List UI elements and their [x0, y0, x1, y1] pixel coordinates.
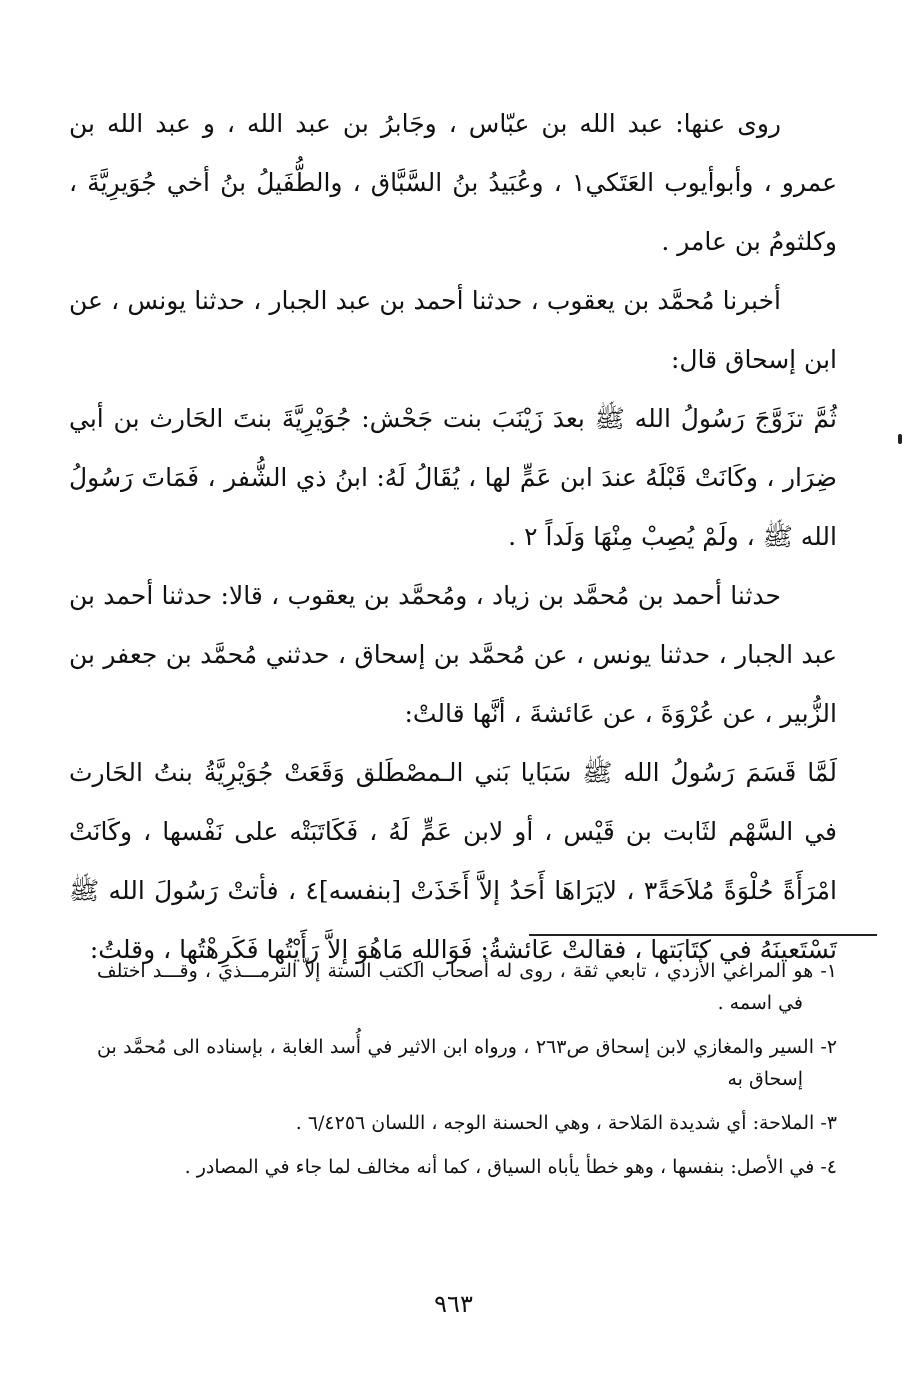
- footnote-4: ٤- في الأصل: بنفسها ، وهو خطأ يأباه السياق ، كما أنه مخالف لما جاء في المصادر .: [184, 1156, 837, 1178]
- page-number: ٩٦٣: [434, 1290, 473, 1318]
- paragraph-marriage-report: ثُمَّ تزَوَّجَ رَسُولُ الله ﷺ بعدَ زَيْنَبَ بنت جَحْش: جُوَيْرِيَّةَ بنتَ الحَارث بن أبي ضِرَار ، وكَانَتْ قَبْلَهُ عندَ ابن عَمٍّ لها ، يُقَالُ لَهُ: ابنُ ذي الشُّفر ، فَمَاتَ رَسُولُ الله ﷺ ، ولَمْ يُصِبْ مِنْهَا وَلَداً ٢ .: [69, 404, 837, 551]
- paragraph-narrators: روى عنها: عبد الله بن عبّاس ، وجَابرُ بن عبد الله ، و عبد الله بن عمرو ، وأبوأيوب العَتَكي١ ، وعُبَيدُ بنُ السَّبَّاق ، والطُّفَيلُ بنُ أخي جُوَيرِيَّةَ ، وكلثومُ بن عامر .: [69, 109, 837, 256]
- main-text: [69, 94, 837, 979]
- footnote-1: ١- هو المراغي الأزدي ، تابعي ثقة ، روى له أصحاب الكتب الستة إلاّ الترمـــذي ، وقـــد اختلف في اسمه .: [97, 960, 837, 1014]
- paragraph-aisha-report: لَمَّا قَسَمَ رَسُولُ الله ﷺ سَبَايا بَني الـمصْطَلق وَقَعَتْ جُوَيْرِيَّةُ بنتُ الحَارث في السَّهْم لثَابت بن قَيْس ، أو لابن عَمٍّ لَهُ ، فَكَاتَبَتْه على نَفْسها ، وكَانَتْ امْرَأَةً حُلْوَةً مُلاَحَةً٣ ، لايَرَاهَا أَحَدُ إلاَّ أَخَذَتْ [بنفسه]٤ ، فأتتْ رَسُولَ الله ﷺ تَسْتَعينَهُ في كتَابَتها ، فقالتْ عَائشةُ: فَوَاللهِ مَاهُوَ إلاَّ رَأَيْتُها فَكَرِهْتُها ، وقلتُ:: [69, 758, 838, 964]
- paragraph-isnad-1: أخبرنا مُحمَّد بن يعقوب ، حدثنا أحمد بن عبد الجبار ، حدثنا يونس ، عن ابن إسحاق قال:: [69, 286, 837, 374]
- footnote-3: ٣- الملاحة: أي شديدة المَلاحة ، وهي الحسنة الوجه ، اللسان ٦/٤٢٥٦ .: [295, 1112, 837, 1134]
- footnotes: [97, 955, 837, 1195]
- margin-mark: [898, 434, 902, 444]
- footnote-2: ٢- السير والمغازي لابن إسحاق ص٢٦٣ ، ورواه ابن الاثير في أُسد الغابة ، بإسناده الى مُحمَّد بن إسحاق به: [97, 1036, 837, 1090]
- paragraph-isnad-2: حدثنا أحمد بن مُحمَّد بن زياد ، ومُحمَّد بن يعقوب ، قالا: حدثنا أحمد بن عبد الجبار ، حدثنا يونس ، عن مُحمَّد بن إسحاق ، حدثني مُحمَّد بن جعفر بن الزُّبير ، عن عُرْوَةَ ، عن عَائشةَ ، أنَّها قالتْ:: [69, 581, 837, 728]
- footnote-divider: [529, 934, 877, 936]
